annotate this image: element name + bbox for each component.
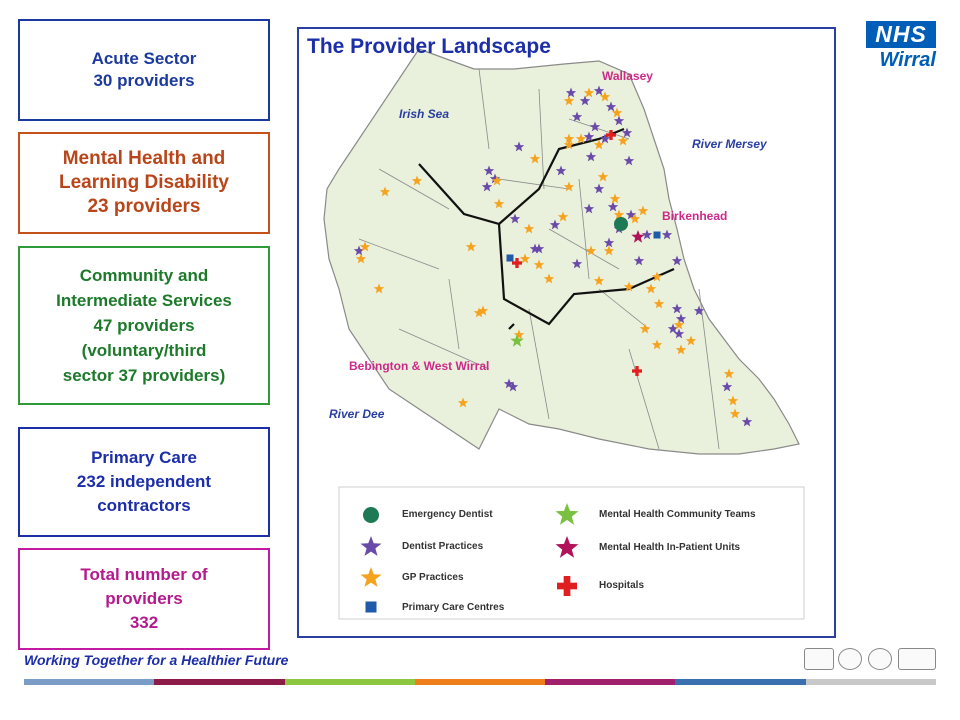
primary-care-centre-marker <box>654 232 661 239</box>
primary-line-3: contractors <box>97 496 191 515</box>
legend-label-emergency-dentist: Emergency Dentist <box>402 509 493 520</box>
primary-line-1: Primary Care <box>91 448 197 467</box>
community-line-1: Community and <box>79 266 209 285</box>
primary-care-box <box>18 427 270 537</box>
footer-tagline: Working Together for a Healthier Future <box>24 652 289 668</box>
legend-emergency-dentist-icon <box>363 507 379 523</box>
legend-label-dentist-practices: Dentist Practices <box>402 541 484 552</box>
footer-color-stripe <box>24 679 936 685</box>
legend-label-hospitals: Hospitals <box>599 580 645 591</box>
community-line-5: sector 37 providers) <box>62 366 226 385</box>
stripe-segment <box>675 679 805 685</box>
partner-logo-icon <box>898 648 936 670</box>
total-line-2: providers <box>105 589 183 608</box>
place-birkenhead: Birkenhead <box>662 209 728 223</box>
legend-label-mh-inpatient-units: Mental Health In-Patient Units <box>599 542 741 553</box>
stripe-segment <box>285 679 415 685</box>
legend-primary-care-centres-icon <box>366 602 377 613</box>
stripe-segment <box>806 679 936 685</box>
label-irish-sea: Irish Sea <box>399 107 450 121</box>
wirral-map <box>299 29 834 636</box>
stripe-segment <box>24 679 154 685</box>
stripe-segment <box>415 679 545 685</box>
nhs-wirral-logo <box>866 21 936 72</box>
partner-logo-icon <box>838 648 862 670</box>
peninsula-shape <box>324 49 799 454</box>
stripe-segment <box>154 679 284 685</box>
primary-line-2: 232 independent <box>76 472 212 491</box>
legend-label-mh-community-teams: Mental Health Community Teams <box>599 509 756 520</box>
label-river-dee: River Dee <box>329 407 385 421</box>
partner-logo-icon <box>868 648 892 670</box>
partner-logo-icon <box>804 648 834 670</box>
mental-line-1: Mental Health and <box>62 148 226 169</box>
total-line-3: 332 <box>129 613 159 632</box>
place-wallasey: Wallasey <box>602 69 653 83</box>
acute-line-1: Acute Sector <box>91 49 197 68</box>
place-bebington: Bebington & West Wirral <box>349 359 490 373</box>
label-river-mersey: River Mersey <box>692 137 767 151</box>
community-line-4: (voluntary/third <box>81 341 207 360</box>
footer-partner-logos <box>804 648 936 670</box>
acute-sector-box <box>18 19 270 121</box>
legend-label-primary-care-centres: Primary Care Centres <box>402 602 505 613</box>
nhs-badge: NHS <box>866 21 936 48</box>
primary-care-centre-marker <box>507 255 514 262</box>
total-providers-box <box>18 548 270 650</box>
total-line-1: Total number of <box>80 565 208 584</box>
map-title: The Provider Landscape <box>307 35 551 58</box>
nhs-wirral-text: Wirral <box>879 49 936 71</box>
map-panel <box>297 27 836 638</box>
acute-line-2: 30 providers <box>93 71 195 90</box>
mental-health-box <box>18 132 270 234</box>
legend-label-gp-practices: GP Practices <box>402 572 464 583</box>
community-line-3: 47 providers <box>93 316 195 335</box>
mental-line-3: 23 providers <box>87 196 201 217</box>
community-line-2: Intermediate Services <box>56 291 232 310</box>
community-services-box <box>18 246 270 405</box>
stripe-segment <box>545 679 675 685</box>
mental-line-2: Learning Disability <box>59 172 229 193</box>
emergency-dentist-marker <box>614 217 628 231</box>
